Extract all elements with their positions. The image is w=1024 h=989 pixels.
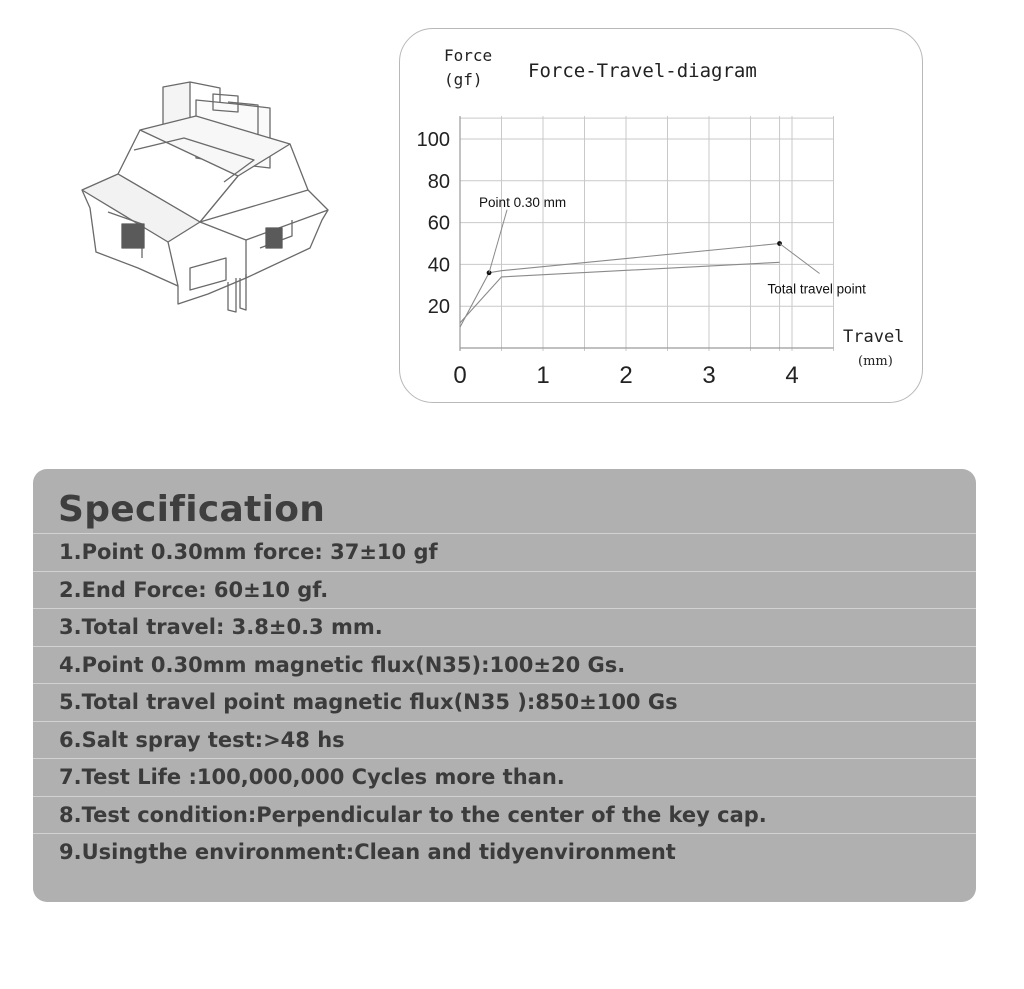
x-axis-unit: (mm) (858, 354, 893, 369)
x-axis-label: Travel (843, 327, 905, 347)
y-tick-label: 60 (427, 212, 450, 235)
spec-item: 8.Test condition:Perpendicular to the center of the key cap. (33, 796, 976, 834)
spec-title: Specification (58, 489, 326, 530)
y-tick-label: 40 (427, 254, 450, 277)
spec-item: 2.End Force: 60±10 gf. (33, 571, 976, 609)
chart-panel (399, 28, 923, 403)
spec-item: 7.Test Life :100,000,000 Cycles more than. (33, 758, 976, 796)
spec-item: 1.Point 0.30mm force: 37±10 gf (33, 533, 976, 571)
x-tick-label: 4 (785, 362, 799, 389)
y-axis-unit: (gf) (444, 70, 483, 89)
y-tick-label: 80 (427, 170, 450, 193)
annotation-label-total: Total travel point (767, 281, 866, 297)
y-tick-label: 20 (427, 296, 450, 319)
y-tick-label: 100 (416, 129, 450, 151)
spec-item: 9.Usingthe environment:Clean and tidyenvironment (33, 833, 976, 871)
y-axis-label: Force (444, 46, 493, 65)
annotation-label-point: Point 0.30 mm (479, 194, 567, 210)
series-line-1 (460, 244, 780, 328)
spec-item: 6.Salt spray test:>48 hs (33, 721, 976, 759)
spec-item: 5.Total travel point magnetic flux(N35 ):850±100 Gs (33, 683, 976, 721)
x-tick-label: 3 (702, 362, 716, 389)
annotation-leader (489, 210, 507, 273)
x-tick-label: 0 (453, 362, 467, 389)
switch-illustration (78, 72, 334, 322)
x-tick-label: 2 (619, 362, 633, 389)
series-line-2 (460, 262, 780, 323)
force-travel-chart (400, 29, 924, 404)
annotation-leader (780, 244, 820, 274)
x-tick-label: 1 (536, 362, 550, 389)
chart-title: Force-Travel-diagram (528, 60, 757, 82)
spec-item: 3.Total travel: 3.8±0.3 mm. (33, 608, 976, 646)
spec-item: 4.Point 0.30mm magnetic flux(N35):100±20 Gs. (33, 646, 976, 684)
specification-panel (33, 469, 976, 902)
spec-list (33, 533, 976, 871)
